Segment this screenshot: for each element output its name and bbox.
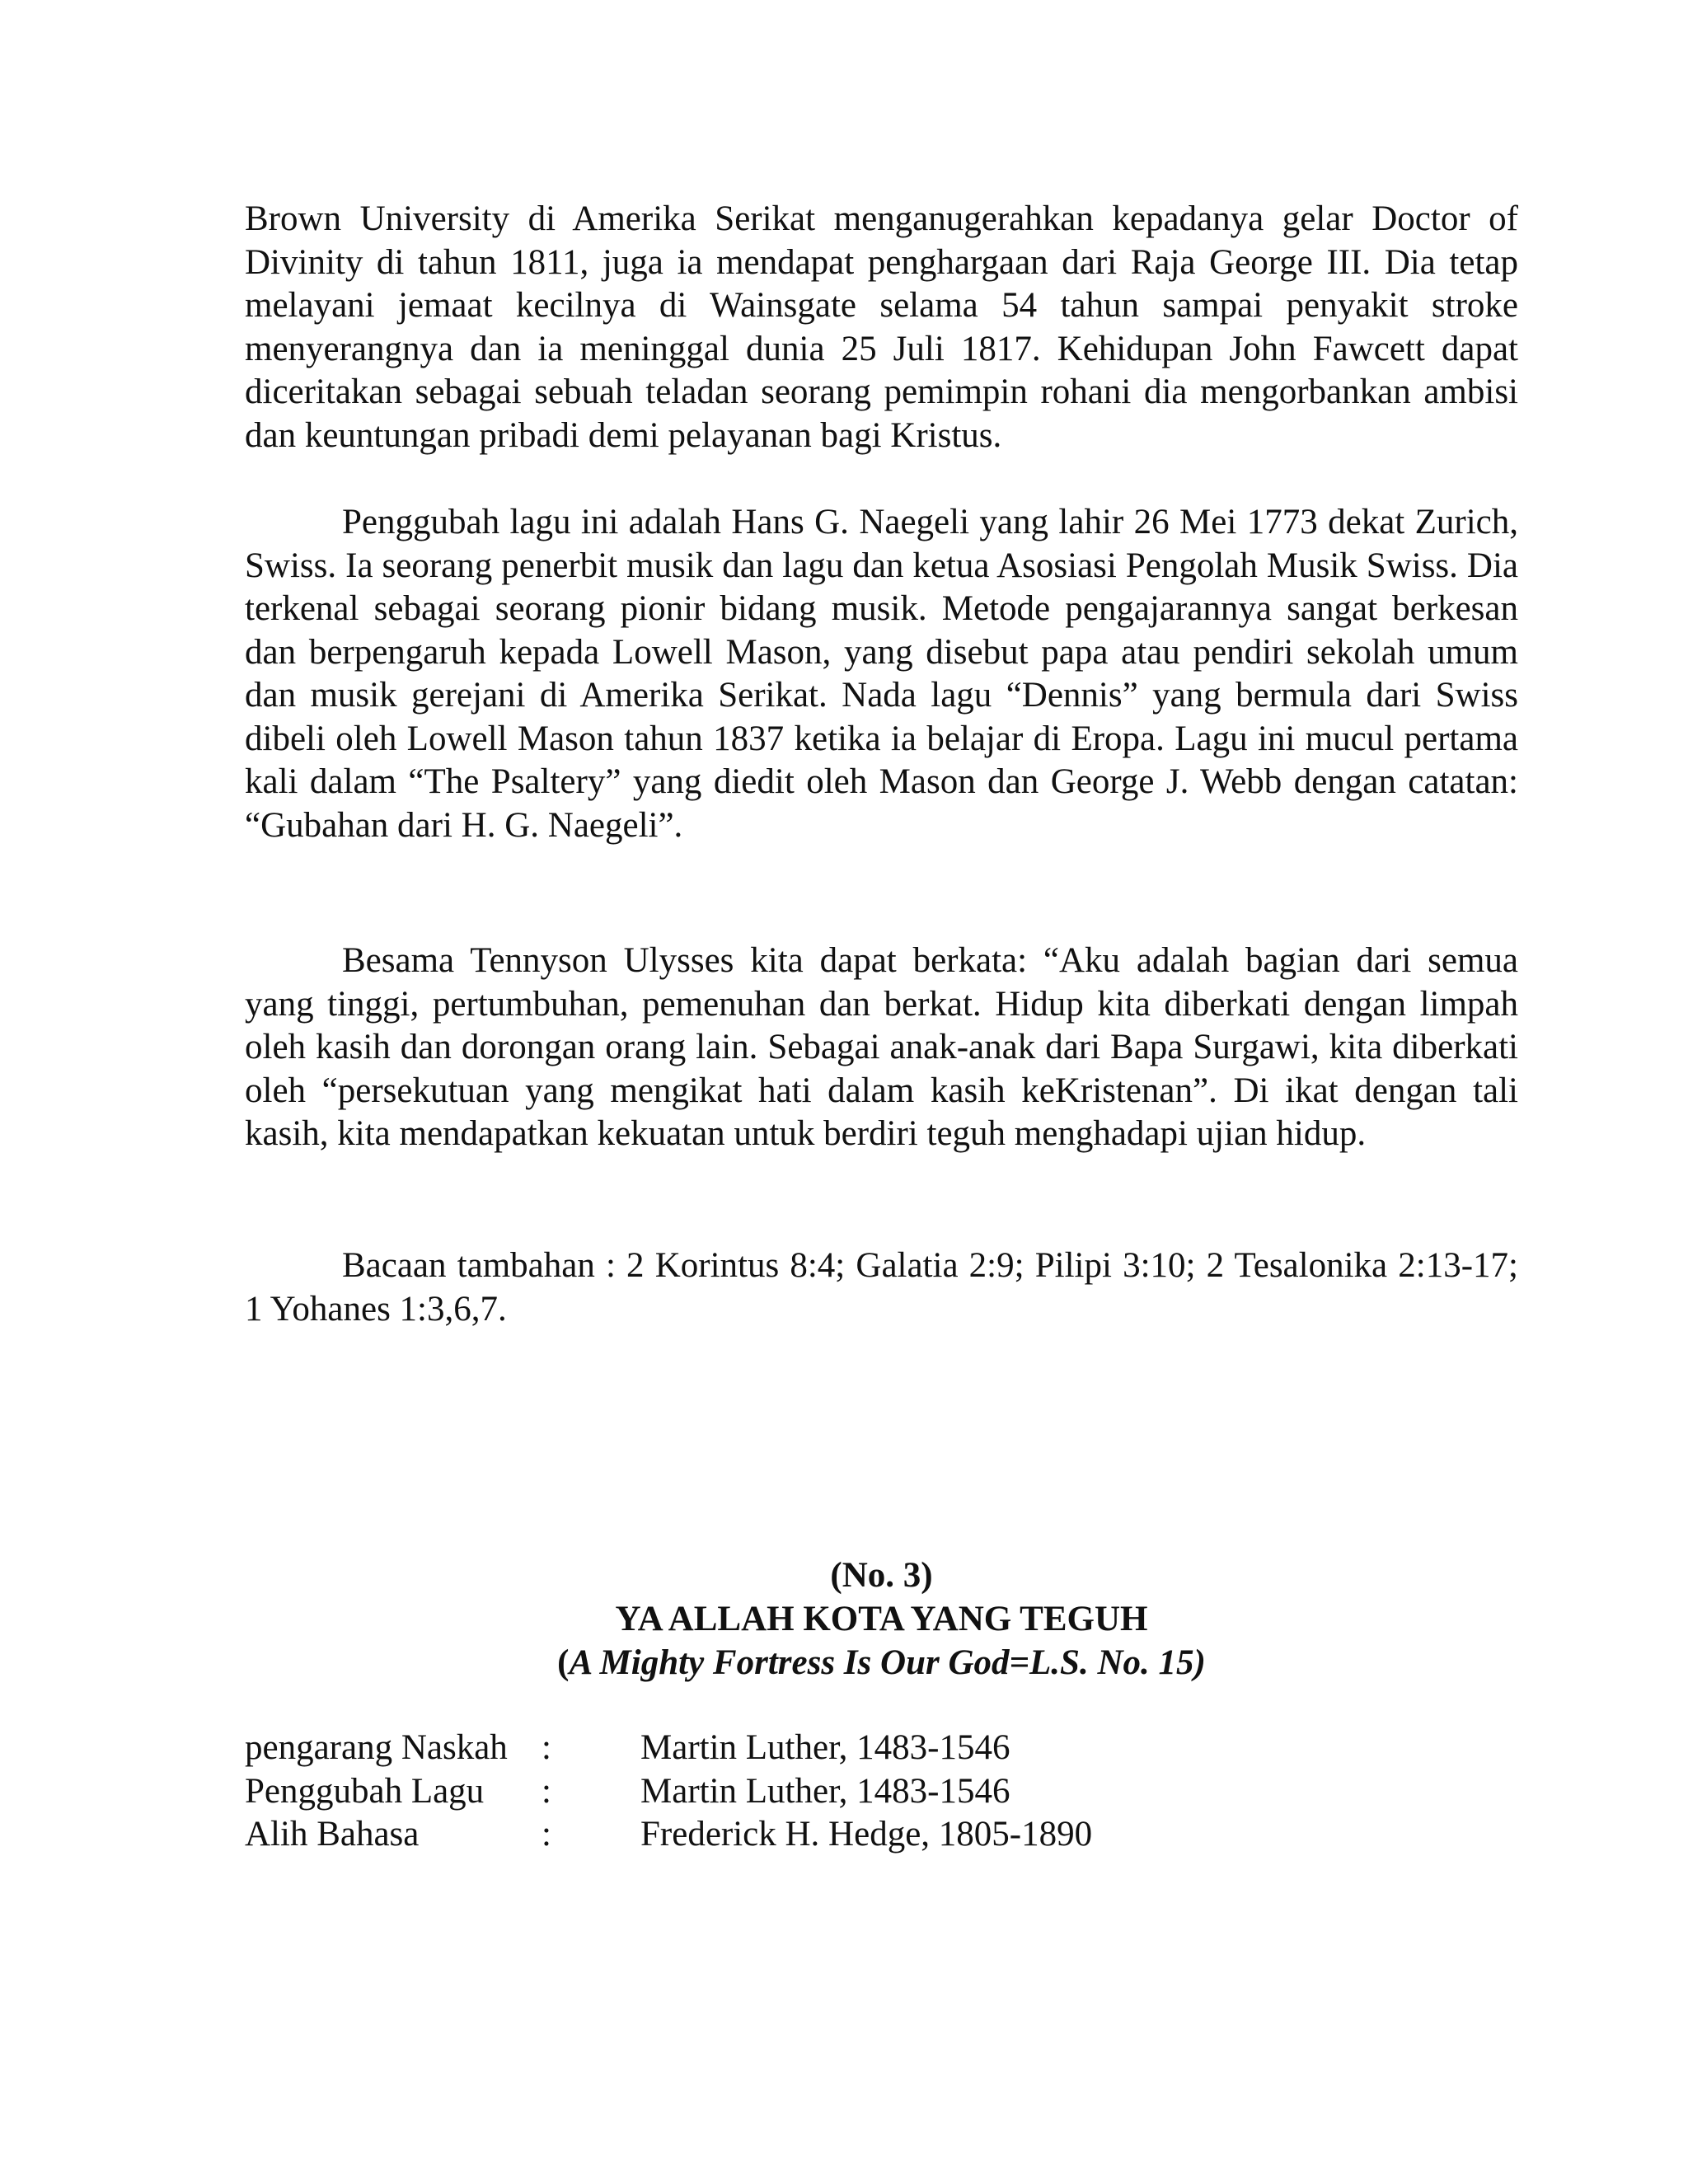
credit-separator: :: [542, 1815, 551, 1854]
hymn-number: (No. 3): [830, 1556, 933, 1595]
credit-row-author: [245, 1727, 1518, 1770]
paragraph-additional-reading: Bacaan tambahan : 2 Korintus 8:4; Galatia 2:9; Pilipi 3:10; 2 Tesalonika 2:13-17; 1 Yohanes 1:3,6,7.: [245, 1246, 1518, 1329]
credit-label: Alih Bahasa: [245, 1815, 420, 1854]
paragraph-fawcett-biography: Brown University di Amerika Serikat menganugerahkan kepadanya gelar Doctor of Divinity di tahun 1811, juga ia mendapat penghargaan dari Raja George III. Dia tetap melayani jemaat kecilnya di Wainsgate selama 54 tahun sampai penyakit stroke menyerangnya dan ia meninggal dunia 25 Juli 1817. Kehidupan John Fawcett dapat diceritakan sebagai sebuah teladan seorang pemimpin rohani dia mengorbankan ambisi dan keuntungan pribadi demi pelayanan bagi Kristus.: [245, 199, 1518, 455]
hymn-credits: [245, 1727, 1518, 1857]
paragraph-reflection: Besama Tennyson Ulysses kita dapat berkata: “Aku adalah bagian dari semua yang tinggi, pertumbuhan, pemenuhan dan berkat. Hidup kita diberkati dengan limpah oleh kasih dan dorongan orang lain. Sebagai anak-anak dari Bapa Surgawi, kita diberkati oleh “persekutuan yang mengikat hati dalam kasih keKristenan”. Di ikat dengan tali kasih, kita mendapatkan kekuatan untuk berdiri teguh menghadapi ujian hidup.: [245, 941, 1518, 1153]
credit-label: Penggubah Lagu: [245, 1771, 485, 1811]
credit-row-composer: [245, 1770, 1518, 1814]
hymn-subtitle: A Mighty Fortress Is Our God=L.S. No. 15): [569, 1643, 1206, 1682]
hymn-subtitle-line: [245, 1641, 1518, 1685]
hymn-subtitle-open-paren: (: [557, 1643, 570, 1682]
credit-label: pengarang Naskah: [245, 1728, 508, 1767]
credit-value: Frederick H. Hedge, 1805-1890: [640, 1815, 1093, 1854]
credit-row-translator: [245, 1813, 1518, 1857]
credit-value: Martin Luther, 1483-1546: [640, 1728, 1010, 1767]
hymn-title: YA ALLAH KOTA YANG TEGUH: [615, 1600, 1148, 1638]
credit-value: Martin Luther, 1483-1546: [640, 1771, 1010, 1811]
credit-separator: :: [542, 1771, 551, 1811]
hymn-heading: [245, 1554, 1518, 1685]
credit-separator: :: [542, 1728, 551, 1767]
paragraph-naegeli-biography: Penggubah lagu ini adalah Hans G. Naegeli yang lahir 26 Mei 1773 dekat Zurich, Swiss. Ia seorang penerbit musik dan lagu dan ketua Asosiasi Pengolah Musik Swiss. Dia terkenal sebagai seorang pionir bidang musik. Metode pengajarannya sangat berkesan dan berpengaruh kepada Lowell Mason, yang disebut papa atau pendiri sekolah umum dan musik gerejani di Amerika Serikat. Nada lagu “Dennis” yang bermula dari Swiss dibeli oleh Lowell Mason tahun 1837 ketika ia belajar di Eropa. Lagu ini mucul pertama kali dalam “The Psaltery” yang diedit oleh Mason dan George J. Webb dengan catatan: “Gubahan dari H. G. Naegeli”.: [245, 503, 1518, 845]
